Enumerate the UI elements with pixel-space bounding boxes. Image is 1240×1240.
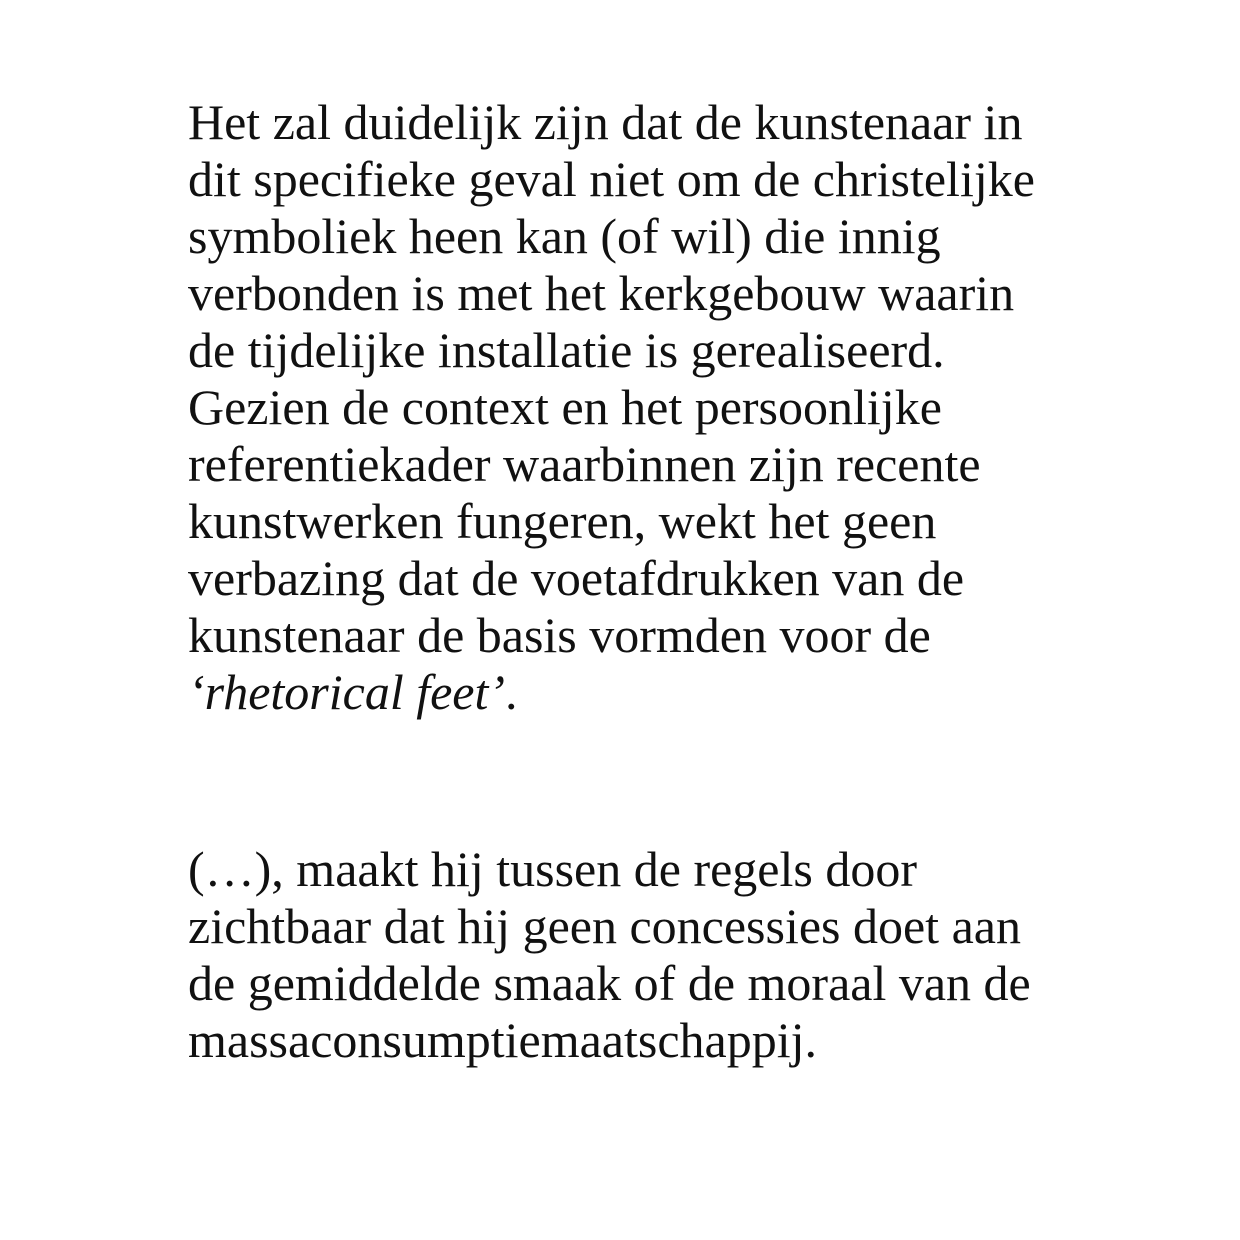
paragraph-line: de tijdelijke installatie is gerealiseerd.	[188, 322, 945, 378]
paragraph-line: de gemiddelde smaak of de moraal van de	[188, 955, 1031, 1011]
paragraph-line: (…), maakt hij tussen de regels door	[188, 841, 917, 897]
paragraph-1	[188, 94, 1088, 721]
paragraph-line: verbazing dat de voetafdrukken van de	[188, 550, 965, 606]
paragraph-line: massaconsumptiemaatschappij.	[188, 1012, 818, 1068]
paragraph-line: referentiekader waarbinnen zijn recente	[188, 436, 981, 492]
paragraph-line: Gezien de context en het persoonlijke	[188, 379, 942, 435]
paragraph-line: verbonden is met het kerkgebouw waarin	[188, 265, 1015, 321]
paragraph-line: dit specifieke geval niet om de christelijke	[188, 151, 1035, 207]
paragraph-line: symboliek heen kan (of wil) die innig	[188, 208, 941, 264]
paragraph-line: kunstwerken fungeren, wekt het geen	[188, 493, 937, 549]
paragraph-line: Het zal duidelijk zijn dat de kunstenaar in	[188, 94, 1023, 150]
paragraph-line: kunstenaar de basis vormden voor de	[188, 607, 931, 663]
paragraph-line: zichtbaar dat hij geen concessies doet aan	[188, 898, 1021, 954]
paragraph-2	[188, 841, 1088, 1069]
paragraph-last-line	[188, 664, 1088, 721]
sentence-end: .	[505, 664, 518, 720]
italic-term: ‘rhetorical feet’	[188, 664, 506, 720]
